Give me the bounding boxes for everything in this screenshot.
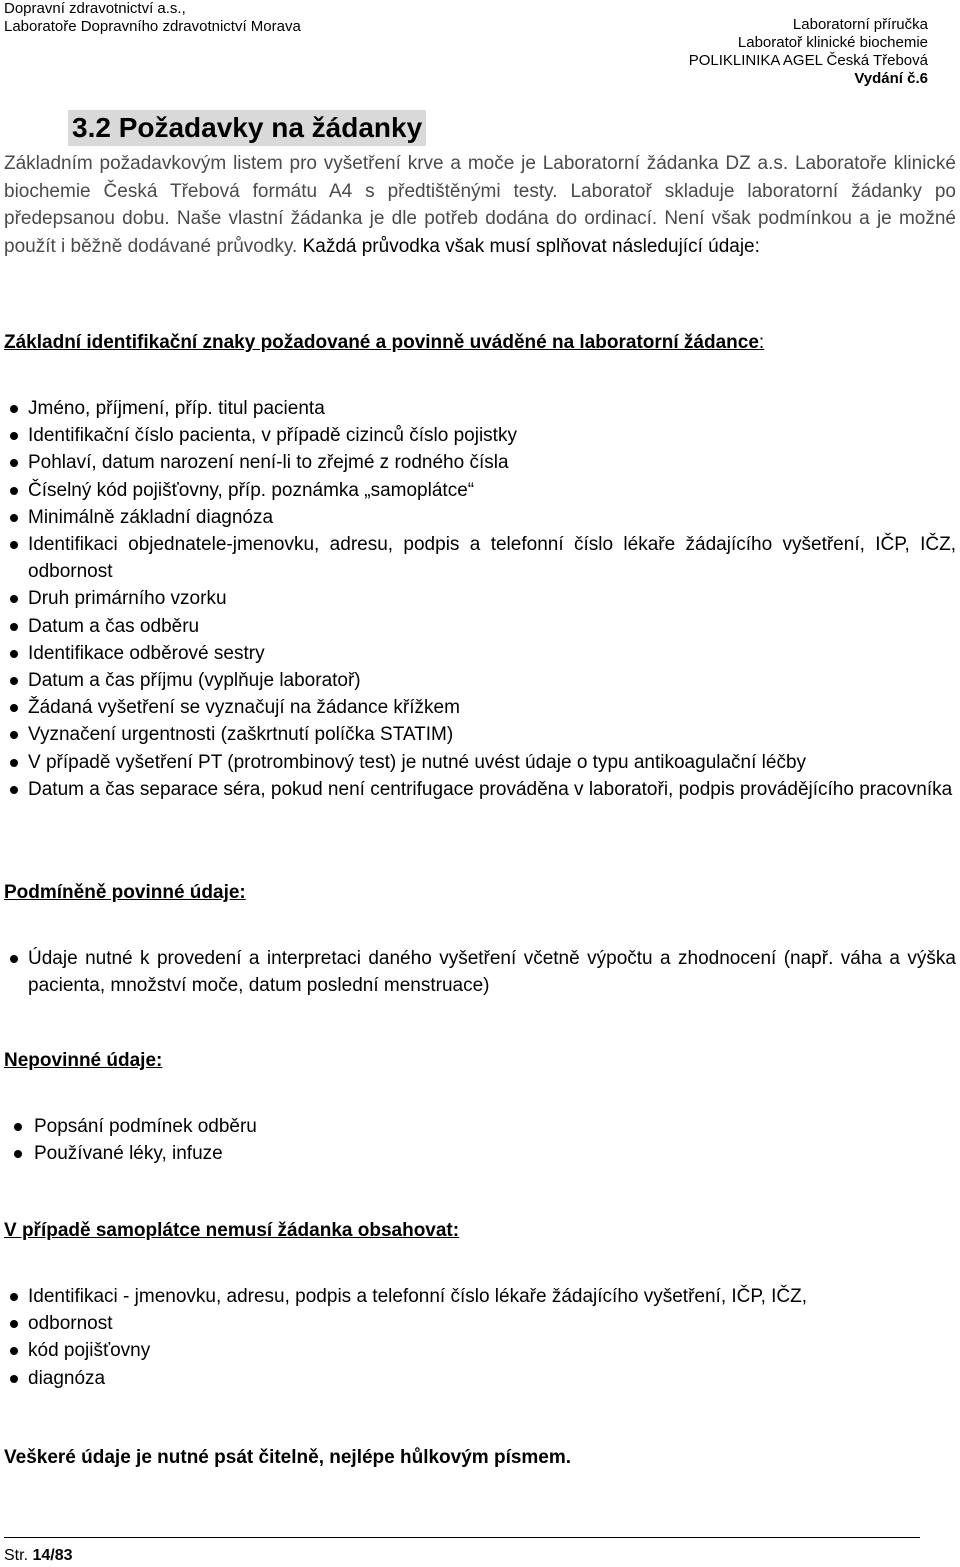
intro-text-1: Základním požadavkovým listem pro vyšetření krve a moče je Laboratorní žádanka DZ a.s. Laboratoře klinické biochemie Česká Třebová formátu A4 s předtištěnými testy. Laboratoř skladuje laboratorní žádanky po předepsanou dobu. Naše vlastní žádanka je dle potřeb dodána do ordinací. Není však podmínkou a je možné použít i běžně dodávané průvodky. — [4, 153, 956, 257]
list-item: Identifikaci objednatele-jmenovku, adresu, podpis a telefonní číslo lékaře žádajícího vyšetření, IČP, IČZ, odbornost — [4, 531, 956, 585]
list-item: Číselný kód pojišťovny, příp. poznámka „samoplátce“ — [4, 477, 956, 504]
list-item: Používané léky, infuze — [4, 1140, 956, 1167]
mandatory-heading — [4, 330, 764, 356]
list-item: Jméno, příjmení, příp. titul pacienta — [4, 395, 956, 422]
header-company: Dopravní zdravotnictví a.s., — [4, 0, 186, 17]
list-item: Datum a čas separace séra, pokud není centrifugace prováděna v laboratoři, podpis provádějícího pracovníka — [4, 776, 956, 803]
list-item: Identifikační číslo pacienta, v případě cizinců číslo pojistky — [4, 422, 956, 449]
list-item: odbornost — [4, 1310, 956, 1337]
mandatory-heading-suffix: : — [758, 332, 765, 353]
self-payer-list — [4, 1283, 956, 1392]
header-doc-title: Laboratorní příručka — [792, 16, 928, 33]
section-title: 3.2 Požadavky na žádanky — [68, 110, 426, 146]
header-edition: Vydání č.6 — [854, 70, 928, 87]
footer-page-number: 14/83 — [32, 1547, 73, 1564]
list-item: V případě vyšetření PT (protrombinový test) je nutné uvést údaje o typu antikoagulační léčby — [4, 749, 956, 776]
list-item: Žádaná vyšetření se vyznačují na žádance křížkem — [4, 694, 956, 721]
footer — [4, 1546, 73, 1566]
intro-text-2: Každá průvodka však musí splňovat následující údaje: — [297, 235, 760, 257]
list-item: Pohlaví, datum narození není-li to zřejmé z rodného čísla — [4, 449, 956, 476]
self-payer-heading: V případě samoplátce nemusí žádanka obsahovat: — [4, 1220, 460, 1241]
list-item: Druh primárního vzorku — [4, 585, 956, 612]
list-item: Datum a čas odběru — [4, 613, 956, 640]
list-item: Údaje nutné k provedení a interpretaci daného vyšetření včetně výpočtu a zhodnocení (např. váha a výška pacienta, množství moče, datum poslední menstruace) — [4, 945, 956, 999]
header-left — [4, 0, 301, 36]
header-department: Laboratoře Dopravního zdravotnictví Morava — [4, 18, 301, 35]
mandatory-list — [4, 395, 956, 803]
optional-list — [4, 1113, 956, 1167]
list-item: Vyznačení urgentnosti (zaškrtnutí políčka STATIM) — [4, 721, 956, 748]
optional-heading: Nepovinné údaje: — [4, 1050, 163, 1071]
footer-divider — [4, 1537, 920, 1538]
list-item: kód pojišťovny — [4, 1337, 956, 1364]
list-item: Identifikace odběrové sestry — [4, 640, 956, 667]
conditional-heading: Podmíněně povinné údaje: — [4, 882, 246, 903]
footer-page-label: Str. — [4, 1547, 29, 1564]
mandatory-heading-text: Základní identifikační znaky požadované a povinně uváděné na laboratorní žádance — [4, 332, 759, 353]
list-item: Datum a čas příjmu (vyplňuje laboratoř) — [4, 667, 956, 694]
list-item: Popsání podmínek odběru — [4, 1113, 956, 1140]
header-lab: Laboratoř klinické biochemie — [737, 34, 928, 51]
conditional-list — [4, 945, 956, 999]
list-item: Identifikaci - jmenovku, adresu, podpis a telefonní číslo lékaře žádajícího vyšetření, IČP, IČZ, — [4, 1283, 956, 1310]
list-item: Minimálně základní diagnóza — [4, 504, 956, 531]
intro-paragraph — [4, 150, 956, 260]
closing-note: Veškeré údaje je nutné psát čitelně, nejlépe hůlkovým písmem. — [4, 1447, 572, 1468]
header-clinic: POLIKLINIKA AGEL Česká Třebová — [688, 52, 928, 69]
list-item: diagnóza — [4, 1365, 956, 1392]
header-right — [689, 16, 928, 88]
